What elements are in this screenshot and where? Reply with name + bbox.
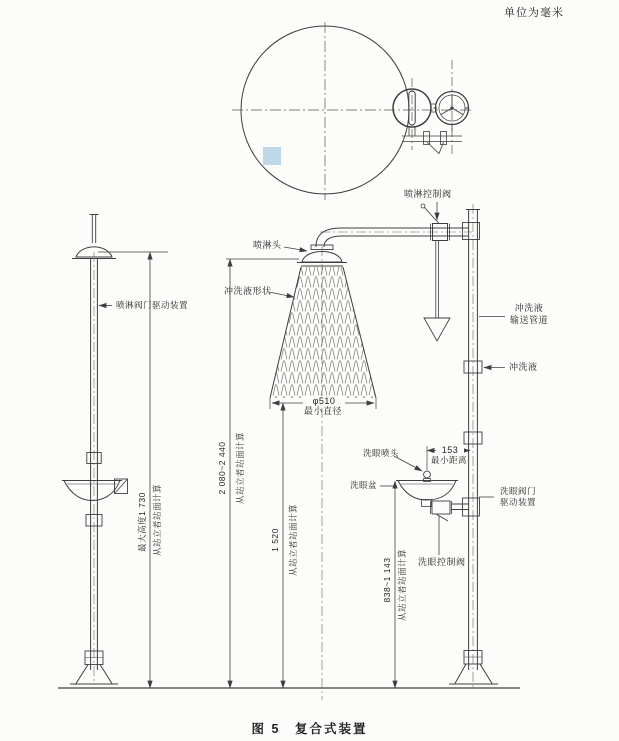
plan-flange-1: [424, 132, 430, 145]
elbow: [316, 228, 342, 247]
lever-knob: [421, 204, 425, 208]
eyewash-nozzle-ball: [424, 471, 431, 478]
eyewash-valve-flanges: [431, 501, 452, 514]
eyewash-valve-handle: [436, 514, 448, 521]
delivery-pipe-label-line1: 冲洗液: [514, 303, 544, 313]
min-distance-value: 153: [436, 445, 464, 457]
left-unit: [62, 215, 128, 685]
eyewash-supply-pipe: [452, 504, 469, 510]
shower-head-label: 喷淋头: [253, 240, 282, 250]
figure-caption: 图 5 复合式装置: [251, 722, 368, 736]
eyewash-valve-actuator-line1: 洗眼阀门: [499, 486, 536, 496]
push-flag-diagonal: [115, 479, 128, 494]
delivery-pipe-label: [503, 303, 555, 326]
bowl-drain: [422, 500, 432, 507]
eyewash-valve-body: [432, 501, 450, 514]
dim-1730-note: 从站立者站面计算: [152, 483, 162, 557]
dim-838-note: 从站立者站面计算: [397, 548, 407, 622]
eyewash-bowl-label: 洗眼盆: [350, 480, 378, 490]
min-diameter-value: φ510: [303, 396, 345, 408]
eyewash-valve-actuator-line2: 驱动装置: [499, 497, 536, 508]
eyewash-bowl-body: [398, 481, 456, 501]
plan-view: [232, 22, 472, 200]
eyewash-nozzle-label: 洗眼喷头: [363, 448, 400, 458]
dim-1730-value: 最大高度1 730: [137, 492, 147, 552]
eyewash-control-valve-label: 洗眼控制阀: [418, 557, 466, 567]
watermark: [263, 147, 281, 165]
left-bowl-body: [64, 481, 120, 501]
dimension-lines: [98, 252, 470, 688]
pull-rod: [436, 241, 439, 319]
right-base: [449, 664, 498, 684]
dim-1520-value: 1 520: [270, 528, 280, 552]
flushing-fluid-label: 冲洗液: [509, 362, 538, 372]
actuator-rod: [90, 215, 99, 244]
delivery-pipe-label-line2: 输送管道: [509, 314, 548, 325]
leader-shower-head: [284, 247, 307, 251]
dim-2080-note: 从站立者站面计算: [235, 431, 245, 505]
dim-1520-note: 从站立者站面计算: [288, 503, 298, 577]
spray-control-valve-label: 喷淋控制阀: [404, 189, 452, 199]
pull-handle-triangle: [424, 318, 450, 341]
shower-valve-actuator-label: 喷淋阀门驱动装置: [116, 300, 189, 310]
flushing-fluid-shape-label: 冲洗液形状: [224, 286, 272, 296]
units-note: 单位为毫米: [504, 7, 564, 19]
min-diameter-caption: 最小直径: [303, 406, 342, 416]
dim-2080-value: 2 080~2 440: [217, 441, 227, 495]
leader-fluid-shape: [269, 292, 294, 297]
min-distance-caption: 最小距离: [431, 455, 468, 465]
eyewash-valve-actuator-label: [494, 486, 542, 508]
dim-838-value: 838~1 143: [382, 557, 392, 603]
